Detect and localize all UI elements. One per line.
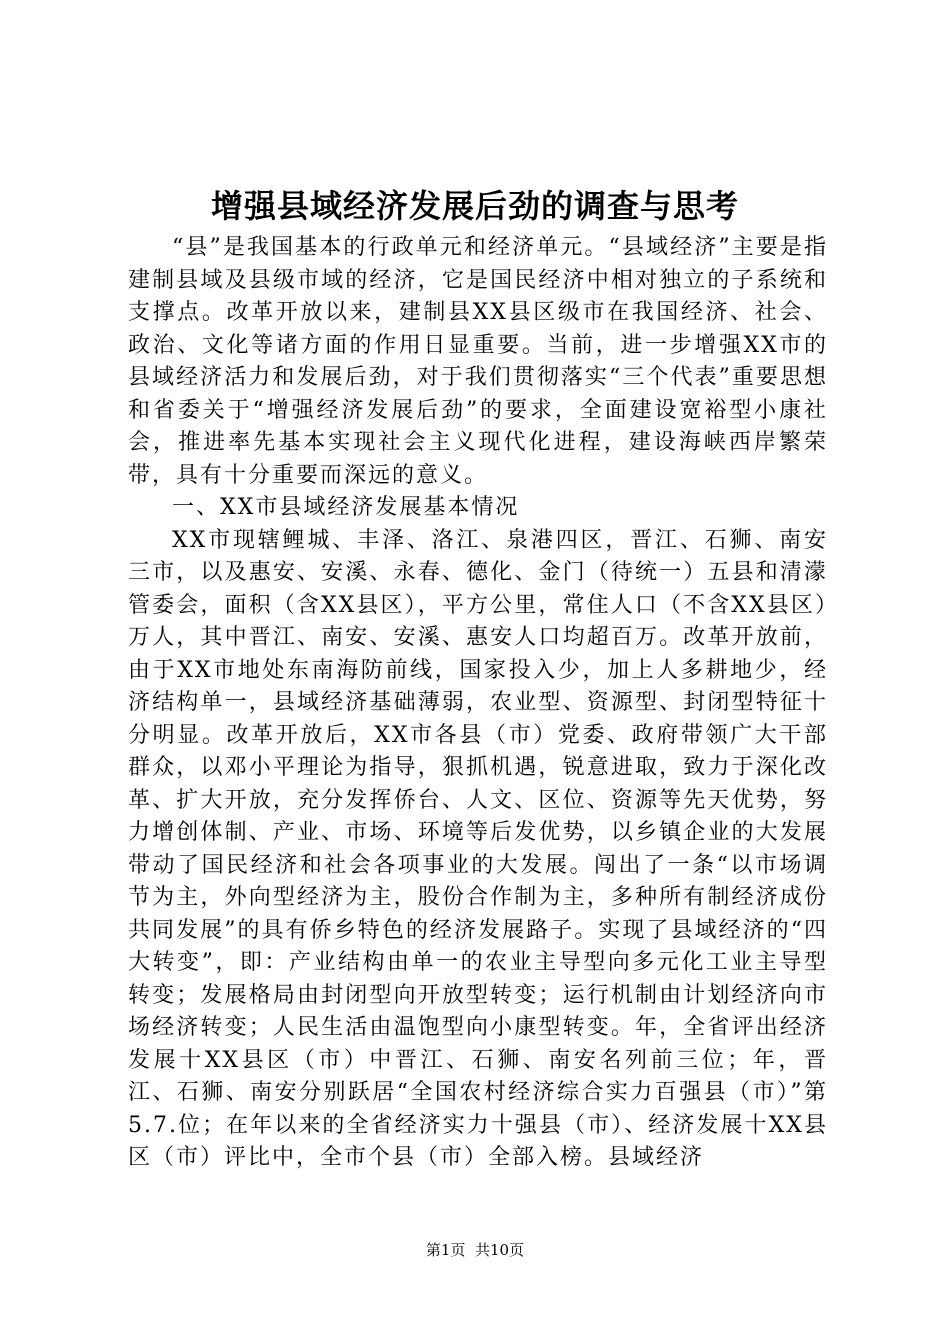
page-total: 共10页 — [475, 1241, 525, 1259]
section-heading: 一、XX市县域经济发展基本情况 — [172, 495, 520, 520]
document-title: 增强县域经济发展后劲的调查与思考 — [210, 187, 739, 225]
paragraph-intro: “县”是我国基本的行政单元和经济单元。“县域经济”主要是指建制县域及县级市域的经济，它是国民经济中相对独立的子系统和支撑点。改革开放以来，建制县XX县区级市在我国经济、社会、政治、文化等诸方面的作用日显重要。当前，进一步增强XX市的县域经济活力和发展后劲，对于我们贯彻落实“三个代表”重要思想和省委关于“增强经济发展后劲”的要求，全面建设宽裕型小康社会，推进率先基本实现社会主义现代化进程，建设海峡西岸繁荣带，具有十分重要而深远的意义。 — [128, 235, 828, 488]
page-footer — [0, 1240, 950, 1260]
document-body — [128, 232, 828, 1175]
paragraph-overview: XX市现辖鲤城、丰泽、洛江、泉港四区，晋江、石狮、南安三市，以及惠安、安溪、永春、德化、金门（待统一）五县和清濛管委会，面积（含XX县区），平方公里，常住人口（不含XX县区）万人，其中晋江、南安、安溪、惠安人口均超百万。改革开放前，由于XX市地处东南海防前线，国家投入少，加上人多耕地少，经济结构单一，县域经济基础薄弱，农业型、资源型、封闭型特征十分明显。改革开放后，XX市各县（市）党委、政府带领广大干部群众，以邓小平理论为指导，狠抓机遇，锐意进取，致力于深化改革、扩大开放，充分发挥侨台、人文、区位、资源等先天优势，努力增创体制、产业、市场、环境等后发优势，以乡镇企业的大发展带动了国民经济和社会各项事业的大发展。闯出了一条“以市场调节为主，外向型经济为主，股份合作制为主，多种所有制经济成份共同发展”的具有侨乡特色的经济发展路子。实现了县域经济的“四大转变”，即：产业结构由单一的农业主导型向多元化工业主导型转变；发展格局由封闭型向开放型转变；运行机制由计划经济向市场经济转变；人民生活由温饱型向小康型转变。年，全省评出经济发展十XX县区（市）中晋江、石狮、南安名列前三位；年，晋江、石狮、南安分别跃居“全国农村经济综合实力百强县（市）”第5.7.位；在年以来的全省经济实力十强县（市）、经济发展十XX县区（市）评比中，全市个县（市）全部入榜。县域经济 — [128, 527, 828, 1170]
page-number: 第1页 — [425, 1241, 466, 1259]
